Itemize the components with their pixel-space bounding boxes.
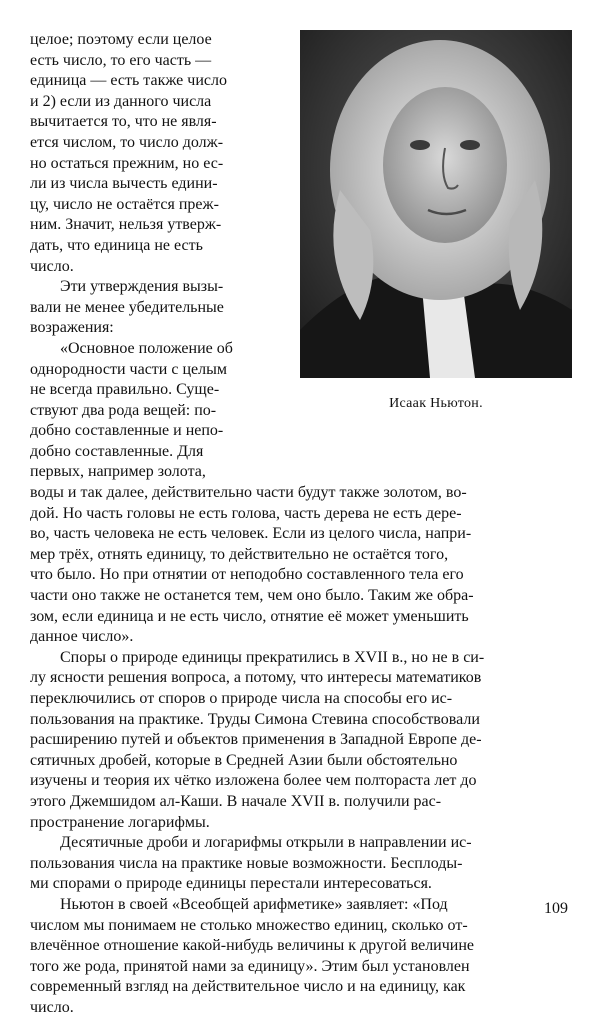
- paragraph-5: Ньютон в своей «Всеобщей арифметике» заявляет: «Под числом мы понимаем не столько множество единиц, сколько от- влечённое отношение какой-нибудь величины к другой величине того же рода, принятой нами за единицу». Этим был установлен современный взгляд на действительное число и на единицу, как число.: [30, 895, 475, 1016]
- newton-portrait: [300, 30, 572, 378]
- portrait-figure: [300, 30, 572, 412]
- portrait-illustration: [300, 30, 572, 378]
- wide-text: [30, 483, 570, 1018]
- paragraph-3: Споры о природе единицы прекратились в XVII в., но не в си- лу ясности решения вопроса, а потому, что интересы математиков переключились от споров о природе числа на способы его ис- пользования на практике. Труды Симона Стевина способствовали расширению путей и объектов применения в Западной Европе де- сятичных дробей, которые в Средней Азии были обстоятельно изучены и теория их чётко изложена более чем полтораста лет до этого Джемшидом ал-Каши. В начале XVII в. получили рас- пространение логарифмы.: [30, 648, 485, 831]
- paragraph-2: Эти утверждения вызы- вали не менее убедительные возражения:: [30, 278, 224, 337]
- quote-start: «Основное положение об однородности части с целым не всегда правильно. Суще- ствуют два рода вещей: по- добно составленные и непо- добно составленные. Для первых, например золота,: [30, 339, 233, 481]
- portrait-caption: Исаак Ньютон.: [389, 396, 483, 411]
- paragraph-1: целое; поэтому если целое есть число, то его часть — единица — есть также число и 2) если из данного числа вычитается то, что не явля- ется числом, то число долж- но остаться прежним, но ес- ли из числа вычесть едини- цу, число не остаётся преж- ним. Значит, нельзя утверж- дать, что единица не есть число.: [30, 31, 227, 275]
- paragraph-4: Десятичные дроби и логарифмы открыли в направлении ис- пользования числа на практике новые возможности. Бесплоды- ми спорами о природе единицы перестали интересоваться.: [30, 834, 472, 893]
- quote-continuation: воды и так далее, действительно части будут также золотом, во- дой. Но часть головы не есть голова, часть дерева не есть дере- во, часть человека не есть человек. Если из целого числа, напри- мер трёх, отнять единицу, то действительно не остаётся того, что было. Но при отнятии от неподобно составленного тела его части оно также не останется тем, чем оно было. Таким же обра- зом, если единица и не есть число, отнятие её может уменьшить данное число».: [30, 484, 474, 646]
- book-page: [30, 30, 570, 1019]
- page-number: 109: [544, 900, 568, 917]
- narrow-column: [30, 30, 275, 483]
